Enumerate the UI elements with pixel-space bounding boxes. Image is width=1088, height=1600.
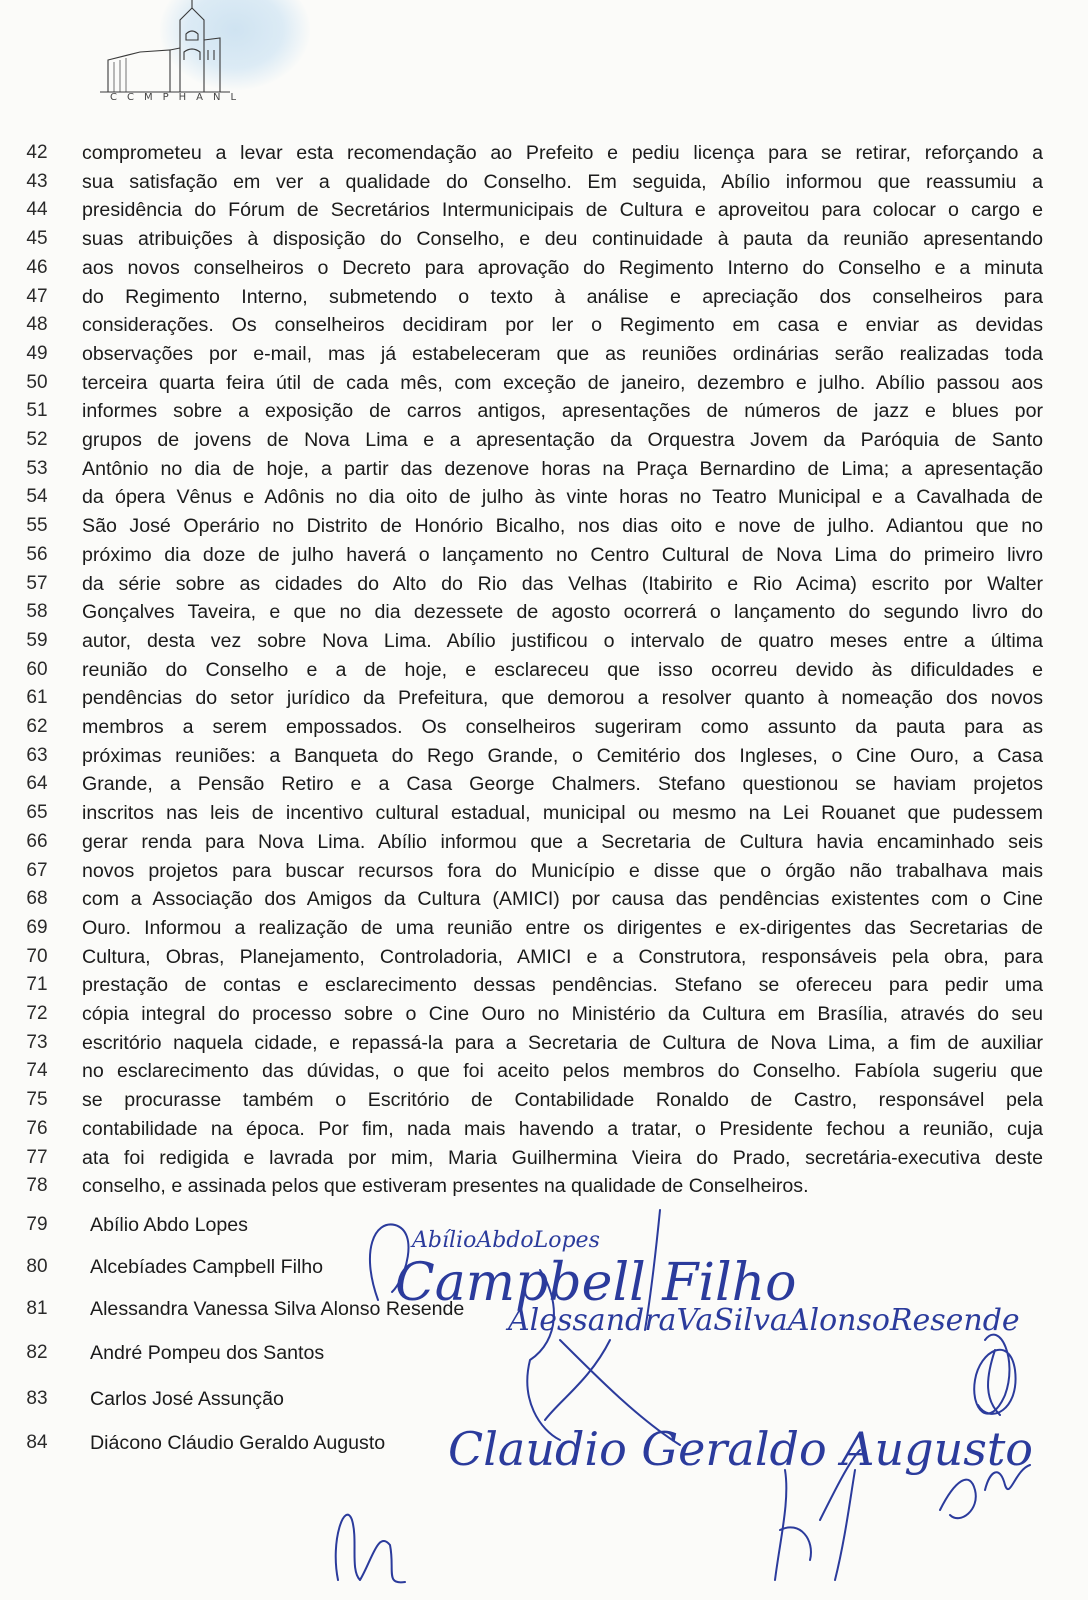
line-number: 62 [26, 716, 48, 737]
line-number: 61 [26, 687, 48, 709]
line-text: pendências do setor jurídico da Prefeitura, que demorou a resolver quanto à nomeação dos novos [82, 687, 1043, 710]
line-number: 66 [26, 830, 48, 852]
line-number: 46 [26, 256, 48, 278]
line-number: 65 [26, 802, 48, 824]
line-number: 44 [26, 199, 48, 221]
line-number: 51 [26, 400, 48, 422]
signatory-name: Carlos José Assunção [90, 1388, 284, 1410]
line-number: 71 [26, 974, 48, 996]
line-text: sua satisfação em ver a qualidade do Conselho. Em seguida, Abílio informou que reassumiu a [82, 170, 1043, 193]
line-number: 69 [26, 916, 48, 938]
line-text: aos novos conselheiros o Decreto para aprovação do Regimento Interno do Conselho e a minuta [82, 256, 1043, 279]
line-text: com a Associação dos Amigos da Cultura (AMICI) por causa das pendências existentes com o Cine [82, 888, 1043, 911]
line-number: 47 [26, 285, 48, 307]
line-number: 80 [26, 1256, 48, 1277]
line-text: comprometeu a levar esta recomendação ao Prefeito e pediu licença para se retirar, reforçando a [82, 142, 1043, 164]
line-number: 57 [26, 572, 48, 594]
line-number: 59 [26, 629, 48, 651]
line-number: 58 [26, 601, 48, 623]
signature-alessandra-text: AlessandraVaSilvaAlonsoResende [508, 1303, 1020, 1338]
signatory-name: Alcebíades Campbell Filho [90, 1256, 324, 1278]
signature-abilio-text: AbílioAbdoLopes [412, 1228, 600, 1253]
line-text: membros a serem empossados. Os conselheiros sugeriram como assunto da pauta para as [82, 716, 1043, 738]
line-number: 84 [26, 1432, 48, 1453]
line-text: prestação de contas e esclarecimento dessas pendências. Stefano se ofereceu para pedir uma [82, 974, 1043, 997]
line-text: escritório naquela cidade, e repassá-la para a Secretaria de Cultura de Nova Lima, a fim de auxiliar [82, 1031, 1043, 1054]
line-text: se procurasse também o Escritório de Contabilidade Ronaldo de Castro, responsável pela [82, 1089, 1043, 1112]
line-text: próximo dia doze de julho haverá o lançamento no Centro Cultural de Nova Lima do primeiro livro [82, 543, 1043, 566]
line-number: 48 [26, 314, 48, 336]
line-text: considerações. Os conselheiros decidiram por ler o Regimento em casa e enviar as devidas [82, 314, 1043, 337]
signature-alessandra [505, 1303, 1020, 1445]
logo-text: CCMPHANL [110, 92, 247, 103]
line-text: presidência do Fórum de Secretários Intermunicipais de Cultura e aproveitou para colocar o cargo e [82, 199, 1043, 222]
line-text: Antônio no dia de hoje, a partir das dezenove horas na Praça Bernardino de Lima; a apresentação [82, 457, 1043, 480]
line-text: ata foi redigida e lavrada por mim, Maria Guilhermina Vieira do Prado, secretária-executiva deste [82, 1146, 1043, 1169]
line-text: gerar renda para Nova Lima. Abílio informou que a Secretaria de Cultura havia encaminhado seis [82, 830, 1043, 853]
line-number: 83 [26, 1388, 48, 1409]
line-number: 70 [26, 945, 48, 967]
line-number: 77 [26, 1146, 48, 1168]
line-text: grupos de jovens de Nova Lima e a apresentação da Orquestra Jovem da Paróquia de Santo [82, 429, 1043, 451]
line-number: 78 [26, 1175, 48, 1197]
signature-claudio-text: Claudio Geraldo Augusto [448, 1422, 1033, 1476]
line-number: 43 [26, 170, 48, 192]
line-text: autor, desta vez sobre Nova Lima. Abílio justificou o intervalo de quatro meses entre a última [82, 629, 1043, 652]
line-text: da ópera Vênus e Adônis no dia oito de julho às vinte horas no Teatro Municipal e a Cavalhada de [82, 486, 1043, 509]
line-number: 50 [26, 371, 48, 393]
line-text: terceira quarta feira útil de cada mês, com exceção de janeiro, dezembro e julho. Abílio passou aos [82, 371, 1043, 394]
line-text: conselho, e assinada pelos que estiveram presentes na qualidade de Conselheiros. [82, 1175, 809, 1198]
line-text: novos projetos para buscar recursos fora do Município e disse que o órgão não trabalhava mais [82, 859, 1043, 882]
line-number: 56 [26, 543, 48, 565]
church-icon [100, 0, 280, 100]
line-number: 63 [26, 744, 48, 766]
line-number: 52 [26, 429, 48, 450]
line-text: inscritos nas leis de incentivo cultural estadual, municipal ou mesmo na Lei Rouanet que pudessem [82, 802, 1043, 825]
signatory-name: André Pompeu dos Santos [90, 1342, 325, 1364]
line-number: 60 [26, 658, 48, 680]
line-text: da série sobre as cidades do Alto do Rio das Velhas (Itabirito e Rio Acima) escrito por Walter [82, 572, 1043, 595]
line-text: Grande, a Pensão Retiro e a Casa George Chalmers. Stefano questionou se haviam projetos [82, 773, 1043, 796]
line-text: observações por e-mail, mas já estabeleceram que as reuniões ordinárias serão realizadas toda [82, 342, 1043, 365]
line-number: 79 [26, 1214, 48, 1235]
line-number: 67 [26, 859, 48, 881]
line-text: informes sobre a exposição de carros antigos, apresentações de números de jazz e blues por [82, 400, 1043, 423]
line-text: contabilidade na época. Por fim, nada mais havendo a tratar, o Presidente fechou a reunião, cuja [82, 1117, 1043, 1140]
line-number: 55 [26, 515, 48, 537]
line-number: 49 [26, 342, 48, 364]
line-number: 75 [26, 1089, 48, 1111]
line-number: 42 [26, 142, 48, 163]
line-text: suas atribuições à disposição do Conselho, e deu continuidade à pauta da reunião apresentando [82, 228, 1043, 251]
signatory-name: Abílio Abdo Lopes [90, 1214, 248, 1236]
line-number: 81 [26, 1298, 48, 1319]
line-text: no esclarecimento das dúvidas, o que foi aceito pelos membros do Conselho. Fabíola sugeriu que [82, 1060, 1043, 1083]
line-text: Ouro. Informou a realização de uma reunião entre os dirigentes e ex-dirigentes das Secretarias de [82, 916, 1043, 939]
signature-campbell-text: Campbell Filho [395, 1253, 797, 1313]
line-number: 73 [26, 1031, 48, 1053]
line-number: 68 [26, 888, 48, 910]
line-number: 74 [26, 1060, 48, 1082]
signatory-name: Alessandra Vanessa Silva Alonso Resende [90, 1298, 465, 1320]
line-number: 72 [26, 1003, 48, 1024]
line-number: 82 [26, 1342, 48, 1363]
initials-bottom [336, 1450, 1030, 1582]
line-number: 64 [26, 773, 48, 795]
signatory-name: Diácono Cláudio Geraldo Augusto [90, 1432, 386, 1454]
line-number: 54 [26, 486, 48, 508]
line-text: reunião do Conselho e a de hoje, e esclareceu que isso ocorreu devido às dificuldades e [82, 658, 1043, 681]
line-number: 76 [26, 1117, 48, 1139]
line-text: do Regimento Interno, submetendo o texto à análise e apreciação dos conselheiros para [82, 285, 1043, 308]
line-text: Cultura, Obras, Planejamento, Controladoria, AMICI e a Construtora, responsáveis pela obra, para [82, 945, 1043, 968]
line-text: cópia integral do processo sobre o Cine Ouro no Ministério da Cultura em Brasília, através do seu [82, 1003, 1043, 1025]
line-number: 45 [26, 228, 48, 250]
line-number: 53 [26, 457, 48, 479]
line-text: próximas reuniões: a Banqueta do Rego Grande, o Cemitério dos Ingleses, o Cine Ouro, a Casa [82, 744, 1043, 767]
council-logo [100, 0, 280, 120]
line-text: Gonçalves Taveira, e que no dia dezessete de agosto ocorrerá o lançamento do segundo livro do [82, 601, 1043, 624]
line-text: São José Operário no Distrito de Honório Bicalho, nos dias oito e nove de julho. Adiantou que no [82, 515, 1043, 538]
